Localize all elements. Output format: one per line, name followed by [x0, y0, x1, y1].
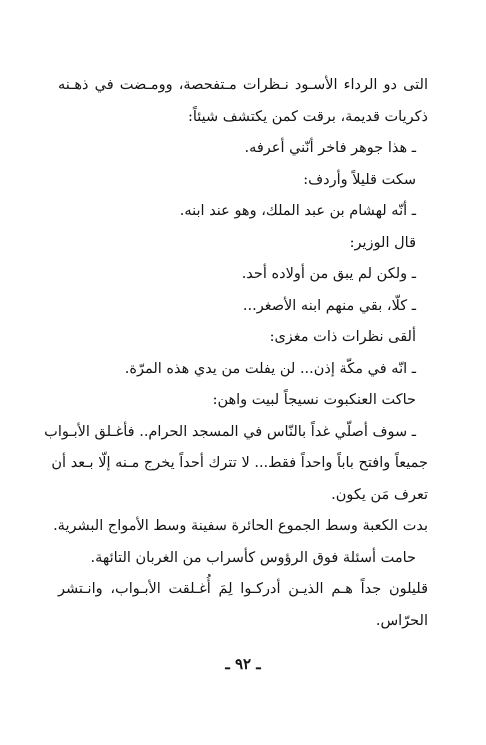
- text-line-3: ـ هذا جوهر فاخر أنّني أعرفه.: [244, 140, 416, 156]
- text-line-16: حامت أسئلة فوق الرؤوس كأسراب من الغربان التائهة.: [90, 549, 416, 566]
- text-line-9: ألقى نظرات ذات مغزى:: [269, 329, 416, 345]
- text-line-7: ـ ولكن لم يبق من أولاده أحد.: [241, 266, 416, 282]
- text-line-5: ـ أنّه لهشام بن عبد الملك، وهو عند ابنه.: [179, 203, 416, 219]
- text-line-8: ـ كلّا، بقي منهم ابنه الأصغر...: [242, 297, 416, 314]
- text-line-18: الحرّاس.: [375, 612, 428, 629]
- text-line-1: التى دو الرداء الأسـود نـظرات مـتفحصة، وومـضت في ذهـنه: [58, 77, 428, 93]
- text-line-15: بدت الكعبة وسط الجموع الحائرة سفينة وسط الأمواج البشرية.: [53, 518, 428, 534]
- text-line-13: جميعاً وافتح باباً واحداً فقط... لا تترك أحداً يخرج مـنه إلّا بـعد أن: [51, 455, 428, 471]
- text-line-4: سكت قليلاً وأردف:: [303, 171, 416, 188]
- text-line-14: تعرف مَن يكون.: [331, 486, 428, 503]
- body-text: [44, 70, 428, 637]
- text-line-10: ـ انّه في مكّة إذن... لن يفلت من يدي هذه المرّة.: [124, 360, 416, 377]
- text-line-6: قال الوزير:: [349, 234, 416, 251]
- text-line-2: ذكريات قديمة، برقت كمن يكتشف شيئاً:: [187, 108, 428, 125]
- text-line-12: ـ سوف أصلّي غداً بالنّاس في المسجد الحرام.. فأغـلق الأبـواب: [44, 423, 416, 440]
- page-number: ـ ٩٢ ـ: [225, 655, 261, 673]
- text-line-11: حاكت العنكبوت نسيجاً لبيت واهن:: [212, 392, 416, 408]
- text-line-17: قليلون جداً هـم الذيـن أدركـوا لِمَ أُغـلقت الأبـواب، وانـتشر: [58, 581, 428, 597]
